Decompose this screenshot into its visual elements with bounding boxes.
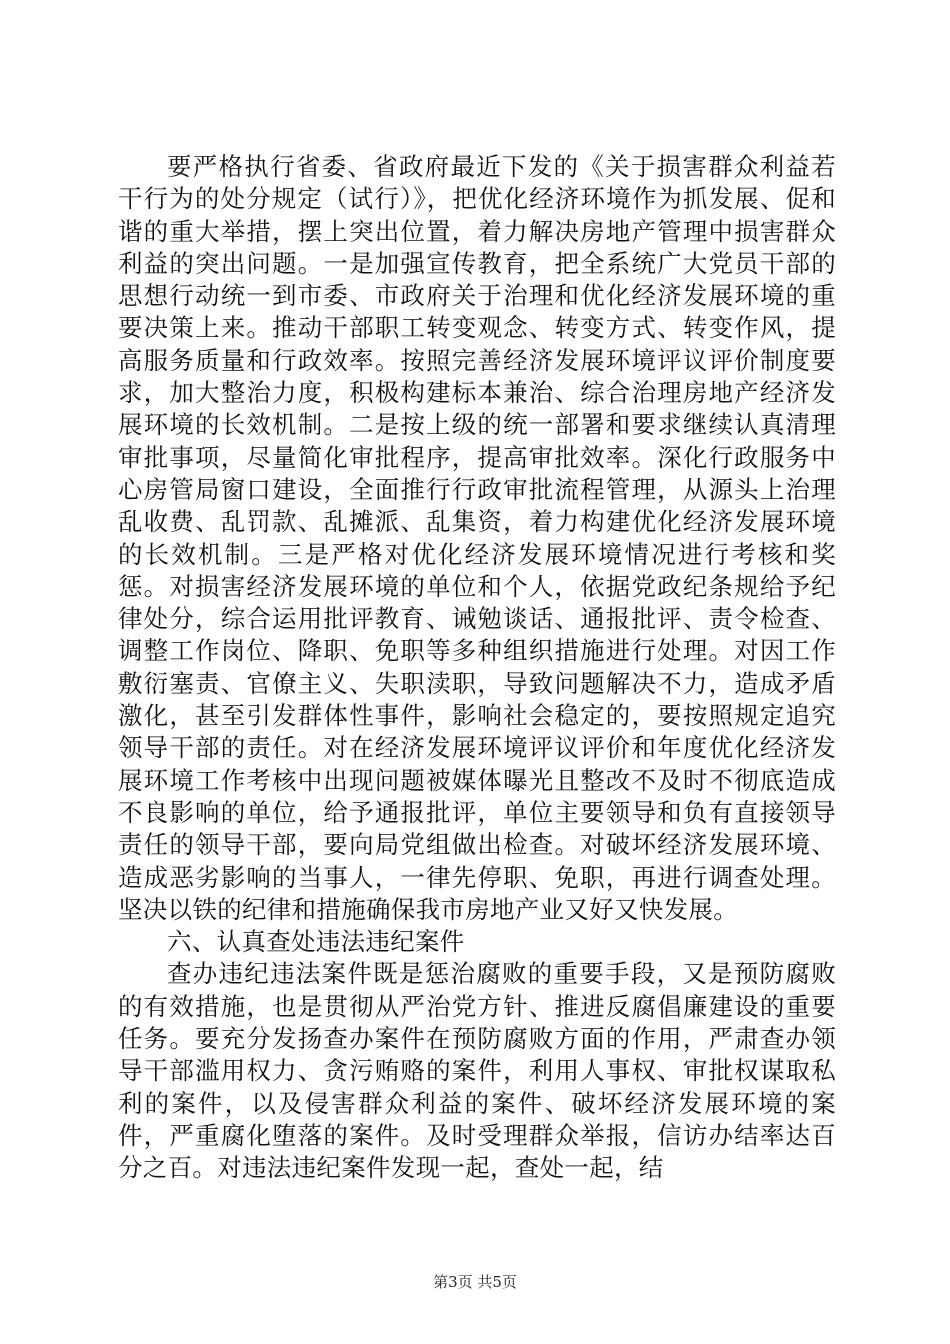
page-number: 第3页 共5页 — [433, 1273, 517, 1291]
body-paragraph: 要严格执行省委、省政府最近下发的《关于损害群众利益若干行为的处分规定（试行）》，把优化经济环境作为抓发展、促和谐的重大举措，摆上突出位置，着力解决房地产管理中损害群众利益的突出问题。一是加强宣传教育，把全系统广大党员干部的思想行动统一到市委、市政府关于治理和优化经济发展环境的重要决策上来。推动干部职工转变观念、转变方式、转变作风，提高服务质量和行政效率。按照完善经济发展环境评议评价制度要求，加大整治力度，积极构建标本兼治、综合治理房地产经济发展环境的长效机制。二是按上级的统一部署和要求继续认真清理审批事项，尽量简化审批程序，提高审批效率。深化行政服务中心房管局窗口建设，全面推行行政审批流程管理，从源头上治理乱收费、乱罚款、乱摊派、乱集资，着力构建优化经济发展环境的长效机制。三是严格对优化经济发展环境情况进行考核和奖惩。对损害经济发展环境的单位和个人，依据党政纪条规给予纪律处分，综合运用批评教育、诫勉谈话、通报批评、责令检查、调整工作岗位、降职、免职等多种组织措施进行处理。对因工作敷衍塞责、官僚主义、失职渎职，导致问题解决不力，造成矛盾激化，甚至引发群体性事件，影响社会稳定的，要按照规定追究领导干部的责任。对在经济发展环境评议评价和年度优化经济发展环境工作考核中出现问题被媒体曝光且整改不及时不彻底造成不良影响的单位，给予通报批评，单位主要领导和负有直接领导责任的领导干部，要向局党组做出检查。对破坏经济发展环境、造成恶劣影响的当事人，一律先停职、免职，再进行调查处理。坚决以铁的纪律和措施确保我市房地产业又好又快发展。 — [118, 152, 836, 924]
section-heading: 六、认真查处违法违纪案件 — [167, 927, 465, 957]
body-paragraph: 查办违纪违法案件既是惩治腐败的重要手段，又是预防腐败的有效措施，也是贯彻从严治党方针、推进反腐倡廉建设的重要任务。要充分发扬查办案件在预防腐败方面的作用，严肃查办领导干部滥用权力、贪污贿赂的案件，利用人事权、审批权谋取私利的案件，以及侵害群众利益的案件、破坏经济发展环境的案件，严重腐化堕落的案件。及时受理群众举报，信访办结率达百分之百。对违法违纪案件发现一起，查处一起，结 — [118, 959, 836, 1183]
document-body — [118, 151, 836, 1185]
page-footer — [0, 1271, 950, 1292]
